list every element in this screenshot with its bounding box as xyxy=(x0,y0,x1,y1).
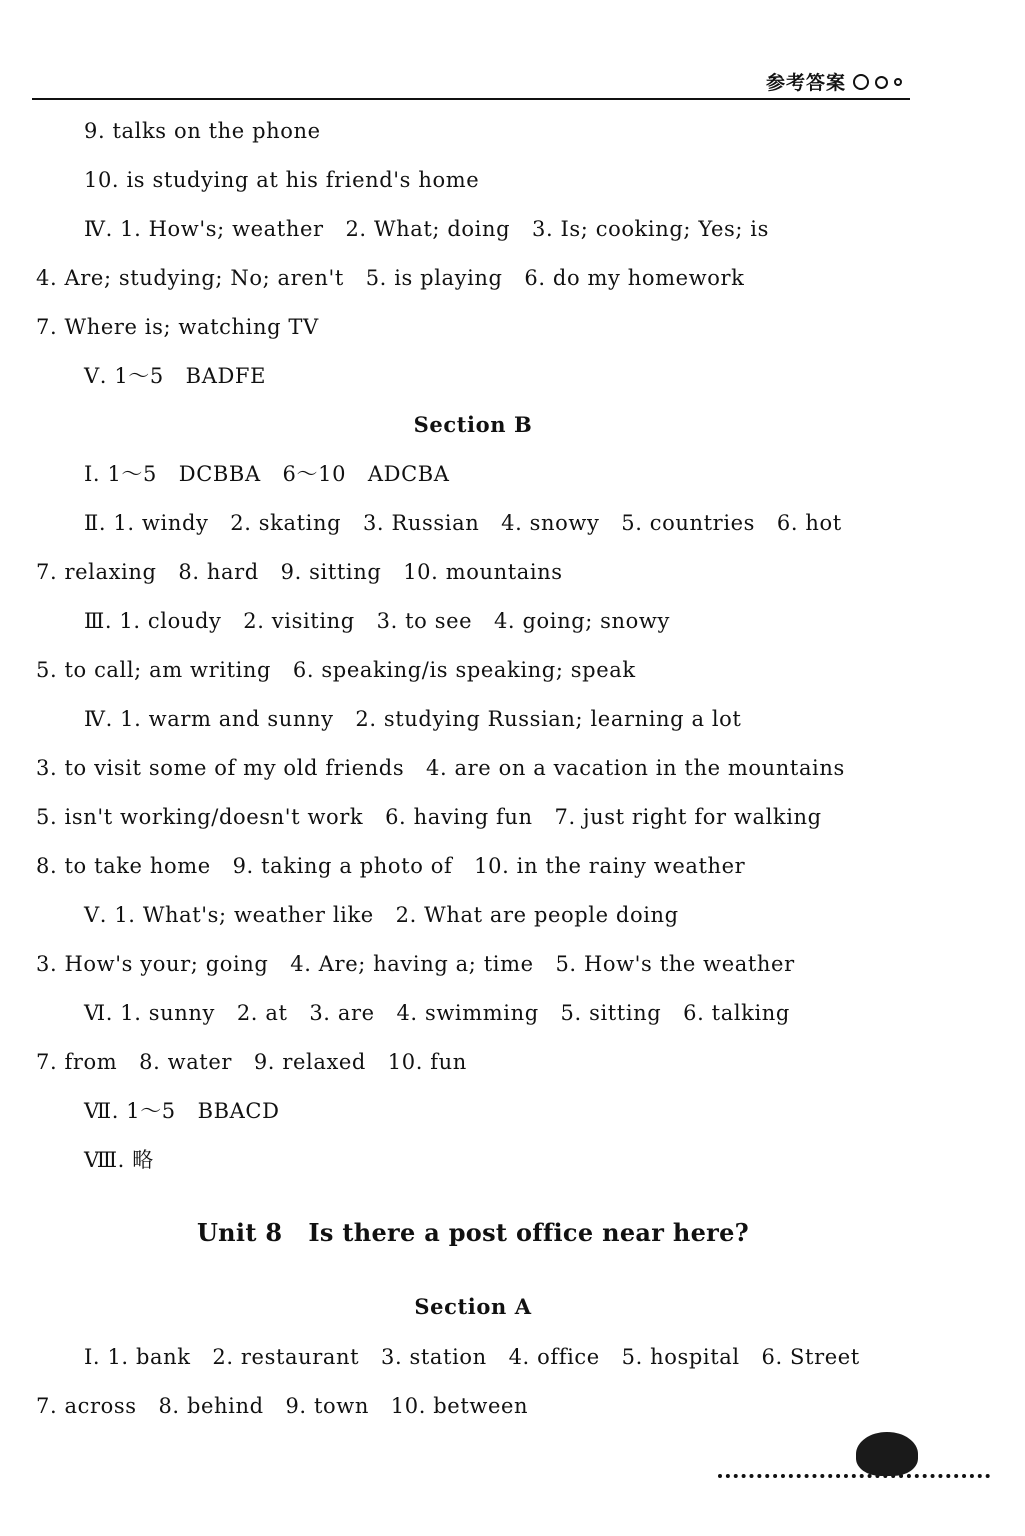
answer-line: 4. Are; studying; No; aren't 5. is playing 6. do my homework xyxy=(36,266,745,290)
answer-line: Ⅳ. 1. How's; weather 2. What; doing 3. Is; cooking; Yes; is xyxy=(84,217,770,241)
answer-line: Ⅵ. 1. sunny 2. at 3. are 4. swimming 5. sitting 6. talking xyxy=(84,1001,790,1025)
answer-line: 9. talks on the phone xyxy=(84,119,321,143)
answer-line: 8. to take home 9. taking a photo of 10. in the rainy weather xyxy=(36,854,746,878)
answer-line: Ⅱ. 1. windy 2. skating 3. Russian 4. snowy 5. countries 6. hot xyxy=(84,511,842,535)
answer-line: Ⅰ. 1. bank 2. restaurant 3. station 4. office 5. hospital 6. Street xyxy=(84,1345,860,1369)
answer-line: 7. Where is; watching TV xyxy=(36,315,319,339)
answer-line: 5. isn't working/doesn't work 6. having fun 7. just right for walking xyxy=(36,805,822,829)
unit-title: Unit 8 Is there a post office near here? xyxy=(196,1218,750,1247)
answer-line: 5. to call; am writing 6. speaking/is speaking; speak xyxy=(36,658,636,682)
answer-line: 3. How's your; going 4. Are; having a; time 5. How's the weather xyxy=(36,952,795,976)
page-header xyxy=(32,62,910,100)
answer-line: 10. is studying at his friend's home xyxy=(84,168,480,192)
section-b-title: Section B xyxy=(413,412,533,437)
answer-line: 7. from 8. water 9. relaxed 10. fun xyxy=(36,1050,467,1074)
answer-line: 3. to visit some of my old friends 4. are on a vacation in the mountains xyxy=(36,756,845,780)
answer-line: 7. relaxing 8. hard 9. sitting 10. mountains xyxy=(36,560,563,584)
answer-line: Ⅷ. 略 xyxy=(84,1148,154,1172)
header-title: 参考答案 xyxy=(765,72,846,94)
watermark xyxy=(836,1462,1016,1532)
section-a-title: Section A xyxy=(414,1294,532,1319)
answer-line: Ⅴ. 1～5 BADFE xyxy=(84,364,266,388)
answer-line: Ⅴ. 1. What's; weather like 2. What are people doing xyxy=(84,903,679,927)
header-circles-icon xyxy=(853,74,902,90)
answer-line: Ⅲ. 1. cloudy 2. visiting 3. to see 4. going; snowy xyxy=(84,609,670,633)
answer-line: 7. across 8. behind 9. town 10. between xyxy=(36,1394,529,1418)
answer-line: Ⅶ. 1～5 BBACD xyxy=(84,1099,280,1123)
answer-line: Ⅰ. 1～5 DCBBA 6～10 ADCBA xyxy=(84,462,450,486)
answer-line: Ⅳ. 1. warm and sunny 2. studying Russian; learning a lot xyxy=(84,707,742,731)
